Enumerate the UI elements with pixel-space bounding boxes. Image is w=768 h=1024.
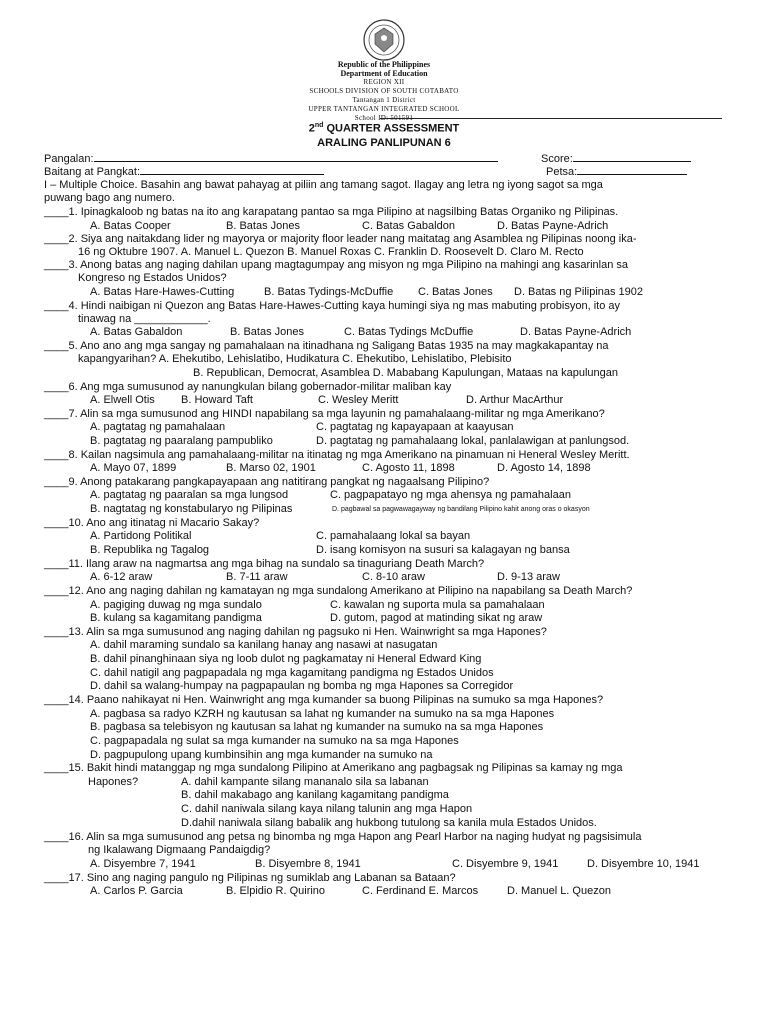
answer-choice: D. 9-13 araw: [497, 571, 560, 583]
question-stem: ____5. Ano ano ang mga sangay ng pamahalaan na itinadhana ng Saligang Batas 1935 na may magkakapantay na: [44, 340, 609, 352]
header-division: SCHOOLS DIVISION OF SOUTH COTABATO: [309, 87, 459, 95]
question-stem: ____13. Alin sa mga sumusunod ang naging dahilan ng pagsuko ni Hen. Wainwright sa mga Hapones?: [44, 626, 547, 638]
answer-choice: B. Howard Taft: [181, 394, 253, 406]
answer-choice: C. kawalan ng suporta mula sa pamahalaan: [330, 599, 545, 611]
question-stem: ____2. Siya ang naitakdang lider ng mayorya or majority floor leader nang maitatag ang Asamblea ng Pilipinas noong ika-: [44, 233, 637, 245]
header-block: [0, 60, 768, 123]
date-field[interactable]: Petsa:: [546, 165, 687, 179]
answer-choice: C. Agosto 11, 1898: [362, 462, 455, 474]
answer-choice: B. Disyembre 8, 1941: [255, 858, 361, 870]
header-school-id: School ID: 501591: [354, 114, 414, 122]
answer-choice: C. 8-10 araw: [362, 571, 425, 583]
question-text: D. dahil sa walang-humpay na pagpapaulan ng bomba ng mga Hapones sa Corregidor: [90, 680, 514, 692]
answer-choice: D. Arthur MacArthur: [466, 394, 564, 406]
instructions-line2: puwang bago ang numero.: [44, 192, 175, 204]
answer-choice: B. Marso 02, 1901: [226, 462, 316, 474]
question-stem: ____16. Alin sa mga sumusunod ang petsa ng binomba ng mga Hapon ang Pearl Harbor na naging hudyat ng pagsisimula: [44, 831, 642, 843]
header-district: Tantangan 1 District: [352, 96, 416, 104]
question-text: C. dahil naniwala silang kaya nilang talunin ang mga Hapon: [181, 803, 473, 815]
answer-choice: C. Batas Jones: [418, 286, 493, 298]
answer-choice: C. Disyembre 9, 1941: [452, 858, 559, 870]
subject-title: ARALING PANLIPUNAN 6: [317, 137, 451, 149]
instructions-line1: I – Multiple Choice. Basahin ang bawat pahayag at piliin ang tamang sagot. Ilagay ang letra ng iyong sagot sa mga: [44, 179, 603, 191]
question-text: C. dahil natigil ang pagpapadala ng mga kagamitang pandigma ng Estados Unidos: [90, 667, 494, 679]
question-text: B. Republican, Democrat, Asamblea D. Mababang Kapulungan, Mataas na kapulungan: [193, 367, 618, 379]
answer-choice: D. Agosto 14, 1898: [497, 462, 591, 474]
score-field[interactable]: Score:: [541, 152, 691, 166]
answer-choice: A. Batas Hare-Hawes-Cutting: [90, 286, 235, 298]
answer-choice: D. Batas Payne-Adrich: [497, 220, 609, 232]
answer-choice: D. Disyembre 10, 1941: [587, 858, 700, 870]
answer-choice: D. Batas ng Pilipinas 1902: [514, 286, 644, 298]
answer-choice: A. Mayo 07, 1899: [90, 462, 177, 474]
answer-choice: B. Batas Tydings-McDuffie: [264, 286, 394, 298]
question-text: A. dahil maraming sundalo sa kanilang hanay ang nasawi at nasugatan: [90, 639, 438, 651]
question-text: A. pagbasa sa radyo KZRH ng kautusan sa lahat ng kumander na sumuko na sa mga Hapones: [90, 708, 555, 720]
question-text: Kongreso ng Estados Unidos?: [78, 272, 227, 284]
question-text: B. pagbasa sa telebisyon ng kautusan sa lahat ng kumander na sumuko na sa mga Hapones: [90, 721, 544, 733]
answer-choice: A. Partidong Politikal: [90, 530, 192, 542]
quarter-title: 2nd QUARTER ASSESSMENT: [308, 122, 460, 135]
question-text: tinawag na ____________.: [78, 313, 211, 325]
question-stem: ____15. Bakit hindi matanggap ng mga sundalong Pilipino at Amerikano ang pagbagsak ng Pilipinas sa kamay ng mga: [44, 762, 623, 774]
answer-choice: D. isang komisyon na susuri sa kalagayan ng bansa: [316, 544, 570, 556]
question-text: B. dahil makabago ang kanilang kagamitang pandigma: [181, 789, 449, 801]
answer-choice: B. 7-11 araw: [226, 571, 288, 583]
answer-choice: D. gutom, pagod at matinding sikat ng araw: [330, 612, 543, 624]
answer-choice: B. Batas Jones: [230, 326, 304, 338]
answer-choice: A. Batas Gabaldon: [90, 326, 183, 338]
answer-choice: B. kulang sa kagamitang pandigma: [90, 612, 262, 624]
header-divider: [380, 118, 722, 119]
question-stem: ____6. Ang mga sumusunod ay nanungkulan bilang gobernador-militar maliban kay: [44, 381, 452, 393]
question-stem: ____7. Alin sa mga sumusunod ang HINDI napabilang sa mga layunin ng pamahalaang-militar ng mga Amerikano?: [44, 408, 605, 420]
question-text: Hapones?: [88, 776, 139, 788]
name-field[interactable]: Pangalan:: [44, 152, 498, 166]
answer-choice: A. pagtatag ng paaralan sa mga lungsod: [90, 489, 289, 501]
answer-choice: D. pagtatag ng pamahalaang lokal, panlalawigan at panlungsod.: [316, 435, 630, 447]
header-school: UPPER TANTANGAN INTEGRATED SCHOOL: [308, 105, 460, 113]
question-stem: ____4. Hindi naibigan ni Quezon ang Batas Hare-Hawes-Cutting kaya humingi siya ng mas mabuting probisyon, ito ay: [44, 300, 620, 312]
question-stem: ____12. Ano ang naging dahilan ng kamatayan ng mga sundalong Amerikano at Pilipino na napabilang sa Death March?: [44, 585, 633, 597]
question-stem: ____17. Sino ang naging pangulo ng Pilipinas ng sumiklab ang Labanan sa Bataan?: [44, 872, 456, 884]
answer-choice: C. pagtatag ng kapayapaan at kaayusan: [316, 421, 514, 433]
question-text: kapangyarihan? A. Ehekutibo, Lehislatibo, Hudikatura C. Ehekutibo, Lehislatibo, Plebisito: [78, 353, 512, 365]
answer-choice: C. Ferdinand E. Marcos: [362, 885, 479, 897]
answer-choice: A. Disyembre 7, 1941: [90, 858, 196, 870]
answer-choice: D. pagbawal sa pagwawagayway ng bandilang Pilipino kahit anong oras o okasyon: [332, 506, 590, 513]
question-stem: ____8. Kailan nagsimula ang pamahalaang-militar na itinatag ng mga Amerikano na pinamuan ni Heneral Wesley Meritt.: [44, 449, 630, 461]
question-stem: ____10. Ano ang itinatag ni Macario Sakay?: [44, 517, 260, 529]
answer-choice: B. nagtatag ng konstabularyo ng Pilipinas: [90, 503, 293, 515]
answer-choice: A. pagtatag ng pamahalaan: [90, 421, 226, 433]
answer-choice: A. Batas Cooper: [90, 220, 171, 232]
answer-choice: C. Batas Tydings McDuffie: [344, 326, 474, 338]
deped-seal-icon: [362, 18, 406, 62]
header-region: REGION XII: [363, 78, 405, 86]
question-stem: ____1. Ipinagkaloob ng batas na ito ang karapatang pantao sa mga Pilipino at nagsilbing Batas Organiko ng Pilipinas.: [44, 206, 619, 218]
answer-choice: C. pagpapatayo ng mga ahensya ng pamahalaan: [330, 489, 571, 501]
question-stem: ____3. Anong batas ang naging dahilan upang magtagumpay ang misyon ng mga Pilipino na mahingi ang kasarinlan sa: [44, 259, 629, 271]
question-stem: ____11. Ilang araw na nagmartsa ang mga bihag na sundalo sa tinaguriang Death March?: [44, 558, 485, 570]
answer-choice: D. Batas Payne-Adrich: [520, 326, 632, 338]
question-stem: ____14. Paano nahikayat ni Hen. Wainwright ang mga kumander sa buong Pilipinas na sumuko sa mga Hapones?: [44, 694, 604, 706]
answer-choice: D. Manuel L. Quezon: [507, 885, 611, 897]
answer-choice: C. pamahalaang lokal sa bayan: [316, 530, 471, 542]
question-stem: ____9. Anong patakarang pangkapayapaan ang natitirang pangkat ng nagaalsang Pilipino?: [44, 476, 490, 488]
question-text: D. pagpupulong upang kumbinsihin ang mga kumander na sumuko na: [90, 749, 433, 761]
answer-choice: C. Batas Gabaldon: [362, 220, 455, 232]
answer-choice: C. Wesley Meritt: [318, 394, 399, 406]
answer-choice: B. pagtatag ng paaralang pampubliko: [90, 435, 273, 447]
answer-choice: A. pagiging duwag ng mga sundalo: [90, 599, 262, 611]
answer-choice: B. Elpidio R. Quirino: [226, 885, 326, 897]
answer-choice: B. Republika ng Tagalog: [90, 544, 210, 556]
question-text: ng Ikalawang Digmaang Pandaigdig?: [88, 844, 271, 856]
header-country: Republic of the Philippines: [337, 60, 431, 69]
answer-choice: B. Batas Jones: [226, 220, 300, 232]
answer-choice: A. Elwell Otis: [90, 394, 155, 406]
question-text: C. pagpapadala ng sulat sa mga kumander na sumuko na sa mga Hapones: [90, 735, 459, 747]
header-department: Department of Education: [340, 69, 428, 78]
answer-choice: A. 6-12 araw: [90, 571, 153, 583]
question-text: A. dahil kampante silang mananalo sila sa labanan: [181, 776, 429, 788]
question-text: D.dahil naniwala silang babalik ang hukbong tutulong sa kanila mula Estados Unidos.: [181, 817, 597, 829]
question-text: B. dahil pinanghinaan siya ng loob dulot ng pagkamatay ni Heneral Edward King: [90, 653, 482, 665]
answer-choice: A. Carlos P. Garcia: [90, 885, 183, 897]
grade-section-field[interactable]: Baitang at Pangkat:: [44, 165, 324, 179]
question-text: 16 ng Oktubre 1907. A. Manuel L. Quezon B. Manuel Roxas C. Franklin D. Roosevelt D. Claro M. Recto: [78, 246, 584, 258]
